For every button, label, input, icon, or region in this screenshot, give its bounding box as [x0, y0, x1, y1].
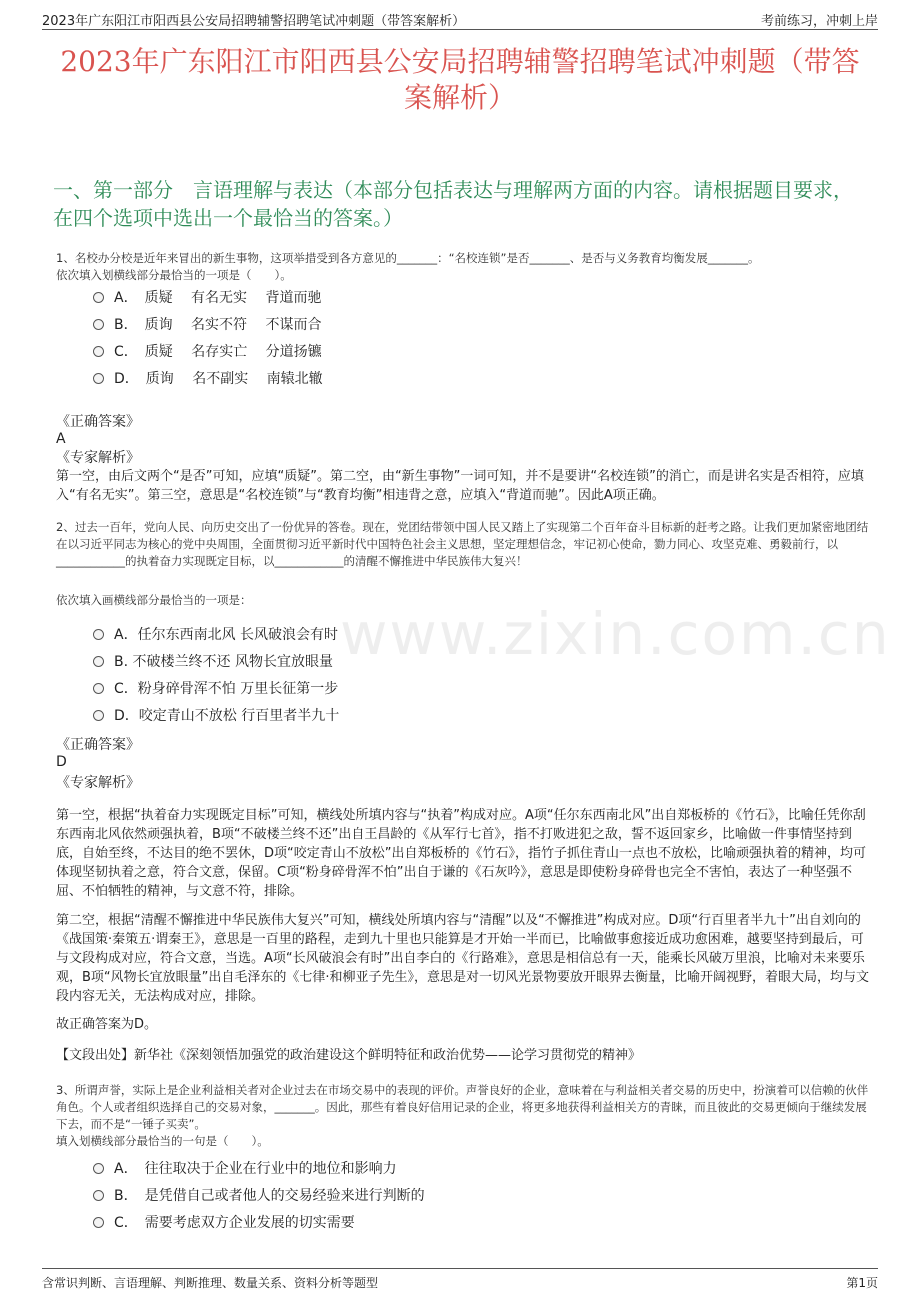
q2-option-c[interactable]	[93, 679, 338, 699]
radio-icon[interactable]	[93, 629, 104, 640]
q1-option-d[interactable]	[93, 369, 323, 389]
option-label: B． 质询 名实不符 不谋而合	[114, 317, 322, 333]
question-1-instruction: 依次填入划横线部分最恰当的一项是（ ）。	[56, 268, 292, 282]
q1-option-b[interactable]	[93, 315, 322, 335]
watermark: www.zixin.com.cn	[340, 600, 891, 668]
option-label: C． 需要考虑双方企业发展的切实需要	[114, 1215, 355, 1231]
q2-option-d[interactable]	[93, 706, 339, 726]
question-1-stem: 1、名校办分校是近年来冒出的新生事物，这项举措受到各方意见的_______：“名校连锁”是否_______、是否与义务教育均衡发展_______。	[56, 251, 760, 265]
radio-icon[interactable]	[93, 1163, 104, 1174]
radio-icon[interactable]	[93, 346, 104, 357]
q1-option-c[interactable]	[93, 342, 322, 362]
q3-option-a[interactable]	[93, 1159, 397, 1179]
option-label: C． 质疑 名存实亡 分道扬镳	[114, 344, 322, 360]
question-2-instruction: 依次填入画横线部分最恰当的一项是：	[56, 593, 252, 607]
radio-icon[interactable]	[93, 1190, 104, 1201]
question-3-block	[56, 1082, 870, 1150]
q2-conclusion: 故正确答案为D。	[56, 1017, 158, 1032]
q2-explanation-part2: 第二空，根据“清醒不懈推进中华民族伟大复兴”可知，横线处所填内容与“清醒”以及“不懈推进”构成对应。D项“行百里者半九十”出自刘向的《战国策·秦策五·谓秦王》，意思是一百里的路程，走到九十里也只能算是才开始一半而已，比喻做事愈接近成功愈困难，越要坚持到最后，可与文段构成对应，符合文意，当选。A项“长风破浪会有时”出自李白的《行路难》，意思是相信总有一天，能乘长风破万里浪，比喻对未来要乐观，B项“风物长宜放眼量”出自毛泽东的《七律·和柳亚子先生》，意思是对一切风光景物要放开眼界去衡量，比喻开阔视野，着眼大局，均与文段内容无关，无法构成对应，排除。	[56, 913, 870, 1004]
q3-option-c[interactable]	[93, 1213, 355, 1233]
footer-topics: 含常识判断、言语理解、判断推理、数量关系、资料分析等题型	[42, 1276, 379, 1290]
q1-answer: A	[56, 431, 66, 447]
page-number: 第1页	[846, 1276, 878, 1290]
q1-explanation: 第一空，由后文两个“是否”可知，应填“质疑”。第二空，由“新生事物”一词可知，并不是要讲“名校连锁”的消亡，而是讲名实是否相符，应填入“有名无实”。第三空，意思是“名校连锁”与“教育均衡”相违背之意，应填入“背道而驰”。因此A项正确。	[56, 469, 864, 503]
q3-option-b[interactable]	[93, 1186, 425, 1206]
question-2-block	[56, 519, 870, 570]
q1-option-a[interactable]	[93, 288, 321, 308]
question-2-stem: 2、过去一百年，党向人民、向历史交出了一份优异的答卷。现在，党团结带领中国人民又踏上了实现第二个百年奋斗目标新的赶考之路。让我们更加紧密地团结在以习近平同志为核心的党中央周围，全面贯彻习近平新时代中国特色社会主义思想，坚定理想信念，牢记初心使命，勠力同心、攻坚克难、勇毅前行，以____________的执着奋力实现既定目标，以____________的清醒不懈推进中华民族伟大复兴！	[56, 520, 869, 568]
option-label: B． 是凭借自己或者他人的交易经验来进行判断的	[114, 1188, 425, 1204]
option-label: A．任尔东西南北风 长风破浪会有时	[114, 627, 339, 643]
page-header	[42, 0, 878, 30]
radio-icon[interactable]	[93, 710, 104, 721]
radio-icon[interactable]	[93, 656, 104, 667]
question-1-block	[56, 250, 870, 284]
q2-answer: D	[56, 754, 67, 770]
q2-explanation-label: 《专家解析》	[56, 775, 140, 791]
radio-icon[interactable]	[93, 373, 104, 384]
header-doc-title: 2023年广东阳江市阳西县公安局招聘辅警招聘笔试冲刺题（带答案解析）	[42, 14, 466, 29]
q2-option-a[interactable]	[93, 625, 338, 645]
radio-icon[interactable]	[93, 683, 104, 694]
option-label: D． 质询 名不副实 南辕北辙	[114, 371, 323, 387]
q2-source: 【文段出处】新华社《深刻领悟加强党的政治建设这个鲜明特征和政治优势——论学习贯彻党的精神》	[56, 1048, 642, 1063]
radio-icon[interactable]	[93, 319, 104, 330]
question-2-instruction-wrap	[56, 592, 870, 609]
option-label: D．咬定青山不放松 行百里者半九十	[114, 708, 340, 724]
q1-explanation-label: 《专家解析》	[56, 450, 140, 466]
option-label: B. 不破楼兰终不还 风物长宜放眼量	[114, 654, 333, 670]
option-label: A． 往往取决于企业在行业中的地位和影响力	[114, 1161, 397, 1177]
option-label: C．粉身碎骨浑不怕 万里长征第一步	[114, 681, 339, 697]
question-3-stem: 3、所谓声誉，实际上是企业利益相关者对企业过去在市场交易中的表现的评价。声誉良好的企业，意味着在与利益相关者交易的历史中，扮演着可以信赖的伙伴角色。个人或者组织选择自己的交易对象，_______。因此，那些有着良好信用记录的企业，将更多地获得利益相关方的青睐，而且彼此的交易更倾向于继续发展下去，而不是“一锤子买卖”。	[56, 1083, 869, 1131]
page-title: 2023年广东阳江市阳西县公安局招聘辅警招聘笔试冲刺题（带答案解析）	[60, 45, 860, 114]
q1-answer-label: 《正确答案》	[56, 414, 140, 430]
radio-icon[interactable]	[93, 292, 104, 303]
option-label: A． 质疑 有名无实 背道而驰	[114, 290, 322, 306]
q2-answer-label: 《正确答案》	[56, 737, 140, 753]
q2-explanation-part1: 第一空，根据“执着奋力实现既定目标”可知，横线处所填内容与“执着”构成对应。A项“任尔东西南北风”出自郑板桥的《竹石》，比喻任凭你刮东西南北风依然顽强执着，B项“不破楼兰终不还”出自王昌龄的《从军行七首》，指不打败进犯之敌，誓不返回家乡，比喻做一件事情坚持到底，自始至终，不达目的绝不罢休，D项“咬定青山不放松”出自郑板桥的《竹石》，指竹子抓住青山一点也不放松，比喻顽强执着的精神，均可体现坚韧执着之意，符合文意，保留。C项“粉身碎骨浑不怕”出自于谦的《石灰吟》，意思是即使粉身碎骨也完全不害怕，表达了一种坚强不屈、不怕牺牲的精神，与文意不符，排除。	[56, 808, 866, 899]
header-slogan: 考前练习，冲刺上岸	[760, 14, 878, 29]
question-3-instruction: 填入划横线部分最恰当的一句是（ ）。	[56, 1134, 269, 1148]
radio-icon[interactable]	[93, 1217, 104, 1228]
section-heading: 一、第一部分 言语理解与表达（本部分包括表达与理解两方面的内容。请根据题目要求，在四个选项中选出一个最恰当的答案。）	[53, 178, 853, 230]
q2-option-b[interactable]	[93, 652, 333, 672]
page-footer	[42, 1268, 878, 1290]
